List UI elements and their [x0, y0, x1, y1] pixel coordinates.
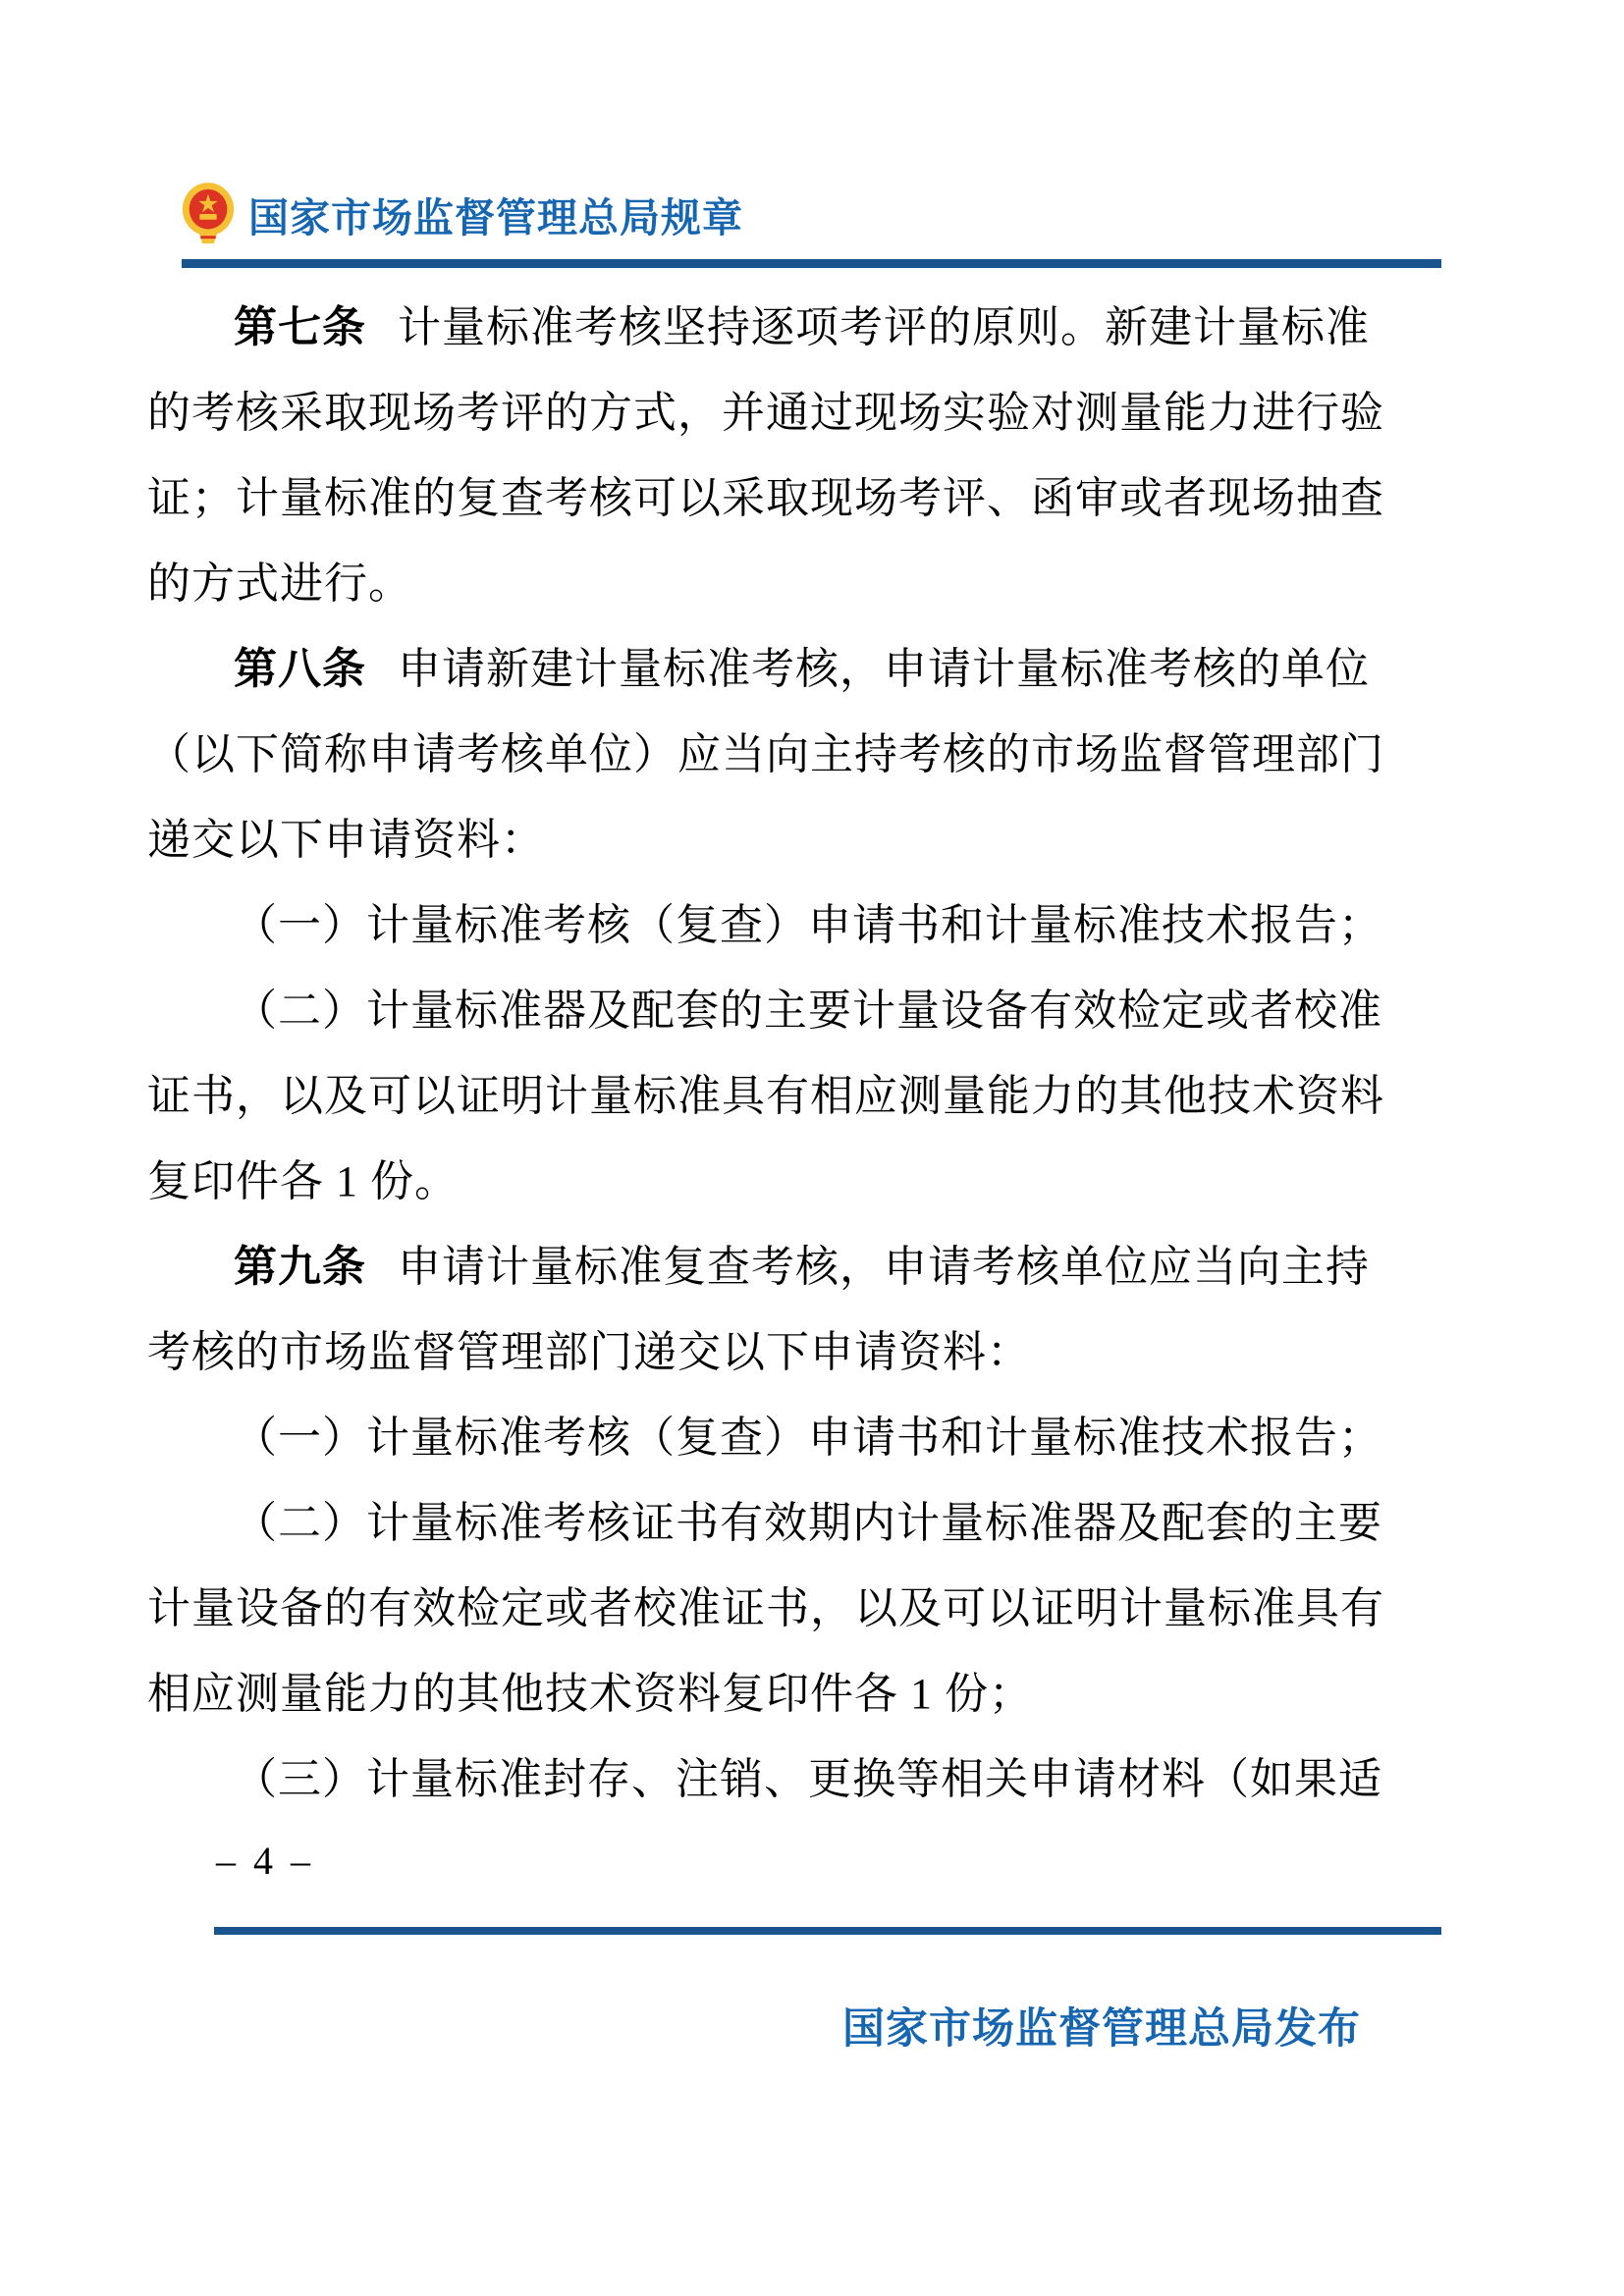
body-line: [147, 541, 1483, 626]
body-line: [147, 797, 1483, 882]
line-text: （以下简称申请考核单位）应当向主持考核的市场监督管理部门: [147, 730, 1384, 778]
body-line: [147, 285, 1483, 370]
body-line: [147, 370, 1483, 455]
body-line: [147, 626, 1483, 712]
body-line: [147, 1566, 1483, 1651]
body-line: [147, 712, 1483, 797]
line-text: （二）计量标准器及配套的主要计量设备有效检定或者校准: [234, 987, 1382, 1035]
article-number: 第九条: [234, 1243, 366, 1291]
body-line: [147, 1139, 1483, 1224]
body-line: [147, 1480, 1483, 1566]
article-number: 第八条: [234, 645, 366, 693]
line-text: （二）计量标准考核证书有效期内计量标准器及配套的主要: [234, 1499, 1382, 1547]
page-title: 国家市场监督管理总局规章: [248, 194, 743, 240]
line-text: 计量设备的有效检定或者校准证书，以及可以证明计量标准具有: [147, 1584, 1384, 1632]
body-line: [147, 455, 1483, 541]
footer-divider: [214, 1927, 1441, 1935]
header-divider: [182, 259, 1441, 268]
line-text: 相应测量能力的其他技术资料复印件各 1 份；: [147, 1670, 1033, 1718]
national-emblem-icon: [180, 183, 237, 245]
line-text: 申请计量标准复查考核，申请考核单位应当向主持: [398, 1243, 1370, 1291]
article-number: 第七条: [234, 303, 366, 351]
document-body: [147, 285, 1483, 1822]
line-text: 计量标准考核坚持逐项考评的原则。新建计量标准: [398, 303, 1370, 351]
line-text: 的考核采取现场考评的方式，并通过现场实验对测量能力进行验: [147, 389, 1384, 437]
line-text: （一）计量标准考核（复查）申请书和计量标准技术报告；: [234, 901, 1382, 949]
body-line: [147, 968, 1483, 1053]
publisher-label: 国家市场监督管理总局发布: [842, 2005, 1361, 2053]
page-header: [180, 183, 743, 245]
line-text: 申请新建计量标准考核，申请计量标准考核的单位: [398, 645, 1370, 693]
body-line: [147, 1309, 1483, 1395]
body-line: [147, 1395, 1483, 1480]
line-text: 考核的市场监督管理部门递交以下申请资料：: [147, 1328, 1031, 1376]
line-text: 递交以下申请资料：: [147, 816, 545, 864]
line-text: 复印件各 1 份。: [147, 1157, 459, 1205]
body-line: [147, 1224, 1483, 1309]
line-text: （三）计量标准封存、注销、更换等相关申请材料（如果适: [234, 1755, 1382, 1803]
body-line: [147, 1736, 1483, 1822]
body-line: [147, 1651, 1483, 1736]
page-number: – 4 –: [216, 1839, 314, 1883]
line-text: 的方式进行。: [147, 560, 412, 608]
line-text: 证；计量标准的复查考核可以采取现场考评、函审或者现场抽查: [147, 474, 1384, 522]
body-line: [147, 1053, 1483, 1139]
line-text: （一）计量标准考核（复查）申请书和计量标准技术报告；: [234, 1414, 1382, 1462]
line-text: 证书，以及可以证明计量标准具有相应测量能力的其他技术资料: [147, 1072, 1384, 1120]
body-line: [147, 882, 1483, 968]
